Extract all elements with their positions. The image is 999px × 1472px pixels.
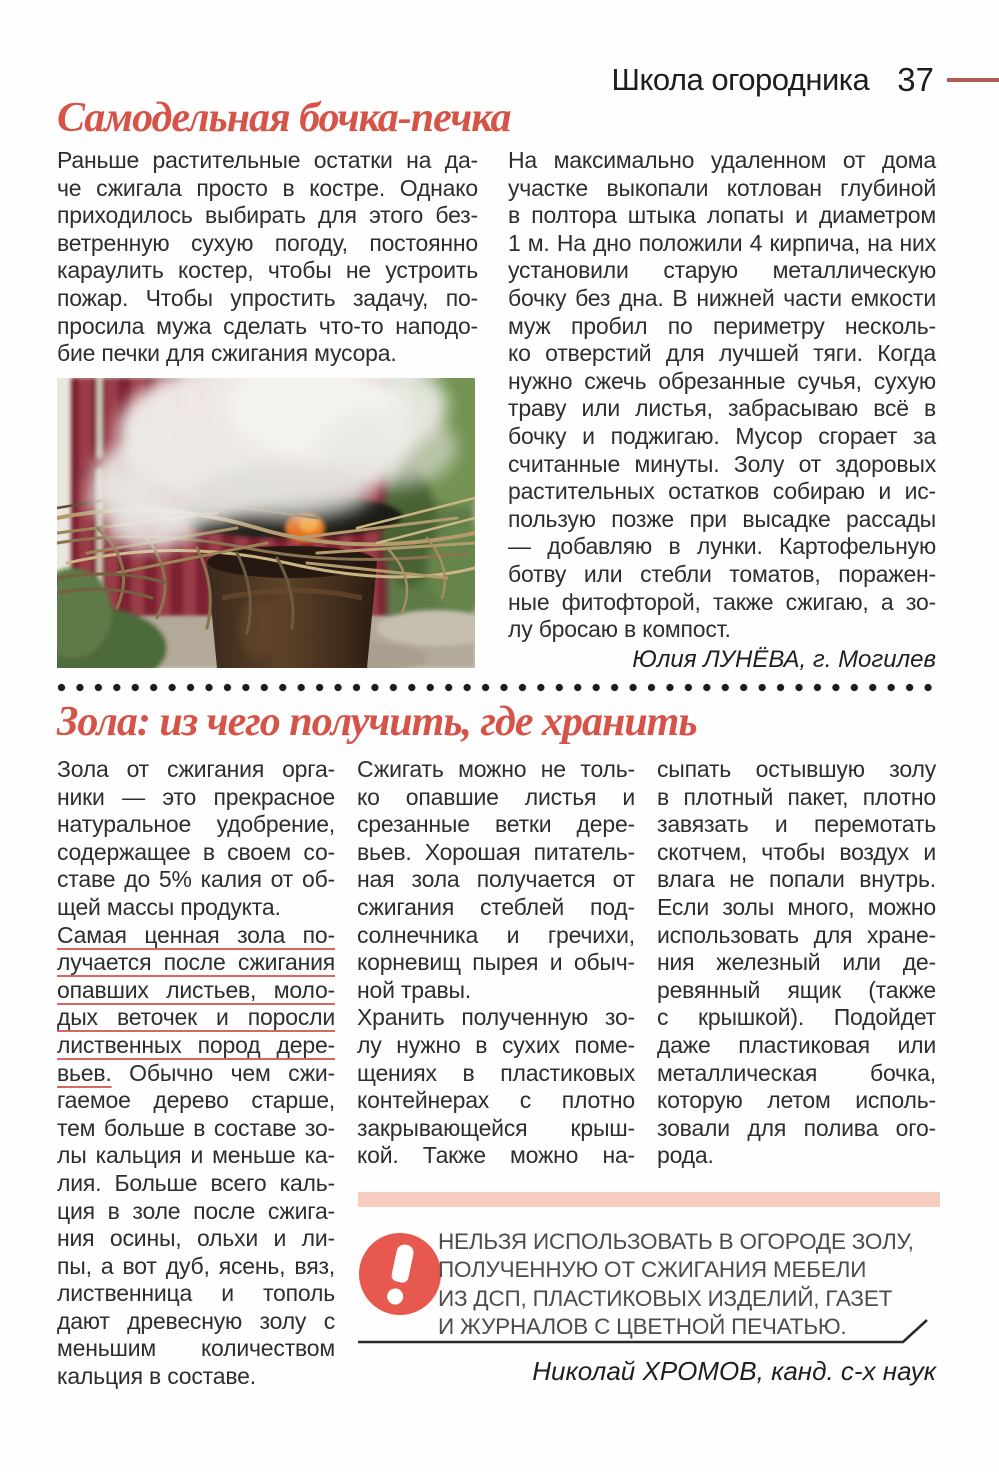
text-line: установили старую металлическую [508, 257, 936, 284]
text-line: ники — это прекрасное [57, 783, 335, 810]
text-line: опавших листьев, моло- [57, 976, 335, 1003]
text-line: кальция в составе. [57, 1363, 256, 1390]
text-line: меньшим количеством [57, 1335, 335, 1362]
text-line: влага не попали внутрь. [657, 866, 936, 893]
text-line: срезанные ветки дере- [357, 811, 635, 838]
text-line: лы кальция и меньше ка- [57, 1142, 335, 1169]
text-line: 1 м. На дно положили 4 кирпича, на них [508, 229, 936, 256]
text-line: Самая ценная зола по- [57, 921, 335, 948]
text-line: использовать для хране- [657, 921, 936, 948]
text-line: пользую позже при высадке рассады [508, 505, 936, 532]
article2-column-1 [57, 756, 335, 1391]
text-line: гаемое дерево старше, [57, 1087, 335, 1114]
article2-column-3 [657, 756, 936, 1170]
exclamation-glyph [351, 1225, 448, 1322]
text-line: ПОЛУЧЕННУЮ ОТ СЖИГАНИЯ МЕБЕЛИ [438, 1257, 867, 1283]
text-line: щей массы продукта. [57, 893, 281, 920]
article1-title: Самодельная бочка-печка [57, 95, 511, 141]
barrel-stove-photo [57, 378, 475, 668]
text-line: дых веточек и поросли [57, 1004, 335, 1031]
text-line: лия. Больше всего каль- [57, 1169, 335, 1196]
text-line: содержащее в своем со- [57, 838, 335, 865]
text-line: ция в золе после сжига- [57, 1197, 335, 1224]
text-line: в плотный пакет, плотно [657, 783, 936, 810]
text-line: лу бросаю в компост. [508, 616, 731, 643]
text-line: ботву или стебли томатов, поражен- [508, 560, 936, 587]
text-line: нужно сжечь обрезанные сучья, сухую [508, 367, 936, 394]
text-line: Сжигать можно не толь- [357, 756, 635, 782]
article2-title: Зола: из чего получить, где хранить [57, 699, 697, 745]
text-line: приходилось выбирать для этого без- [57, 202, 478, 229]
text-line: просила мужа сделать что-то наподо- [57, 312, 478, 339]
article1-author: Юлия ЛУНЁВА, г. Могилев [632, 646, 936, 673]
text-line: вьев. Хорошая питатель- [357, 838, 635, 865]
text-line: ния железный или де- [657, 949, 936, 976]
text-line: ко отверстий для лучшей тяги. Когда [508, 340, 936, 367]
text-line: с крышкой). Подойдет [657, 1004, 936, 1031]
article1-column-1 [57, 147, 478, 368]
text-line: рода. [657, 1142, 714, 1169]
warning-top-bar [358, 1192, 940, 1207]
text-line: ные фитофторой, также сжигаю, а зо- [508, 588, 936, 615]
text-line: участке выкопали котлован глубиной [508, 174, 936, 201]
text-line: ко опавшие листья и [357, 783, 635, 810]
text-line: контейнерах с плотно [357, 1087, 635, 1114]
text-line: НЕЛЬЗЯ ИСПОЛЬЗОВАТЬ В ОГОРОДЕ ЗОЛУ, [438, 1229, 914, 1254]
exclamation-icon [359, 1233, 441, 1315]
text-line: Зола от сжигания орга- [57, 756, 335, 782]
text-line: На максимально удаленном от дома [508, 147, 936, 173]
text-line: лиственница и тополь [57, 1280, 335, 1307]
dotted-divider [57, 683, 942, 692]
text-line: Если золы много, можно [657, 893, 936, 920]
text-line: корневищ пырея и обыч- [357, 949, 635, 976]
text-line: натуральное удобрение, [57, 811, 335, 838]
text-line: дают древесную золу с [57, 1307, 335, 1334]
text-line: щениях в пластиковых [357, 1059, 635, 1086]
text-line: вьев. Обычно чем сжи- [57, 1059, 335, 1086]
text-line: закрывающейся крыш- [357, 1114, 635, 1141]
text-line: ветренную сухую погоду, постоянно [57, 229, 478, 256]
text-line: че сжигала просто в костре. Однако [57, 174, 478, 201]
text-line: ния осины, ольхи и ли- [57, 1225, 335, 1252]
text-line: пы, а вот дуб, ясень, вяз, [57, 1252, 335, 1279]
text-line: бие печки для сжигания мусора. [57, 340, 397, 367]
text-line: лу нужно в сухих поме- [357, 1031, 635, 1058]
text-line: зовали для полива ого- [657, 1114, 936, 1141]
text-line: металлическая бочка, [657, 1059, 936, 1086]
text-line: пожар. Чтобы упростить задачу, по- [57, 284, 478, 311]
article1-column-2 [508, 147, 936, 644]
masthead-rule [947, 78, 999, 82]
text-line: ИЗ ДСП, ПЛАСТИКОВЫХ ИЗДЕЛИЙ, ГАЗЕТ [438, 1285, 893, 1311]
text-line: Хранить полученную зо- [357, 1004, 635, 1031]
text-line: ной травы. [357, 976, 471, 1003]
text-line: солнечника и гречихи, [357, 921, 635, 948]
text-line: лучается после сжигания [57, 949, 335, 976]
text-line: даже пластиковая или [657, 1031, 936, 1058]
text-line: ная зола получается от [357, 866, 635, 893]
page-number: 37 [897, 61, 934, 98]
text-line: завязать и перемотать [657, 811, 936, 838]
text-line: муж пробил по периметру несколь- [508, 312, 936, 339]
text-line: считанные минуты. Золу от здоровых [508, 450, 936, 477]
text-line: траву или листья, забрасываю всё в [508, 395, 936, 422]
article2-column-2 [357, 756, 635, 1170]
text-line: лиственных пород дере- [57, 1031, 335, 1058]
text-line: тем больше в составе зо- [57, 1114, 335, 1141]
text-line: бочку и поджигаю. Мусор сгорает за [508, 422, 936, 449]
text-line: в полтора штыка лопаты и диаметром [508, 202, 936, 229]
text-line: которую летом исполь- [657, 1087, 936, 1114]
warning-underline-flourish [358, 1318, 940, 1348]
text-line: растительных остатков собираю и ис- [508, 478, 936, 505]
text-line: — добавляю в лунки. Картофельную [508, 533, 936, 560]
text-line: И ЖУРНАЛОВ С ЦВЕТНОЙ ПЕЧАТЬЮ. [438, 1314, 847, 1340]
text-line: ревянный ящик (также [657, 976, 936, 1003]
text-line: кой. Также можно на- [357, 1142, 635, 1169]
text-line: ставе до 5% калия от об- [57, 866, 335, 893]
text-line: караулить костер, чтобы не устроить [57, 257, 478, 284]
text-line: сыпать остывшую золу [657, 756, 936, 782]
text-line: сжигания стеблей под- [357, 893, 635, 920]
text-line: бочку без дна. В нижней части емкости [508, 284, 936, 311]
article2-author: Николай ХРОМОВ, канд. с-х наук [532, 1356, 936, 1386]
text-line: скотчем, чтобы воздух и [657, 838, 936, 865]
section-label: Школа огородника [611, 62, 870, 97]
text-line: Раньше растительные остатки на да- [57, 147, 478, 173]
